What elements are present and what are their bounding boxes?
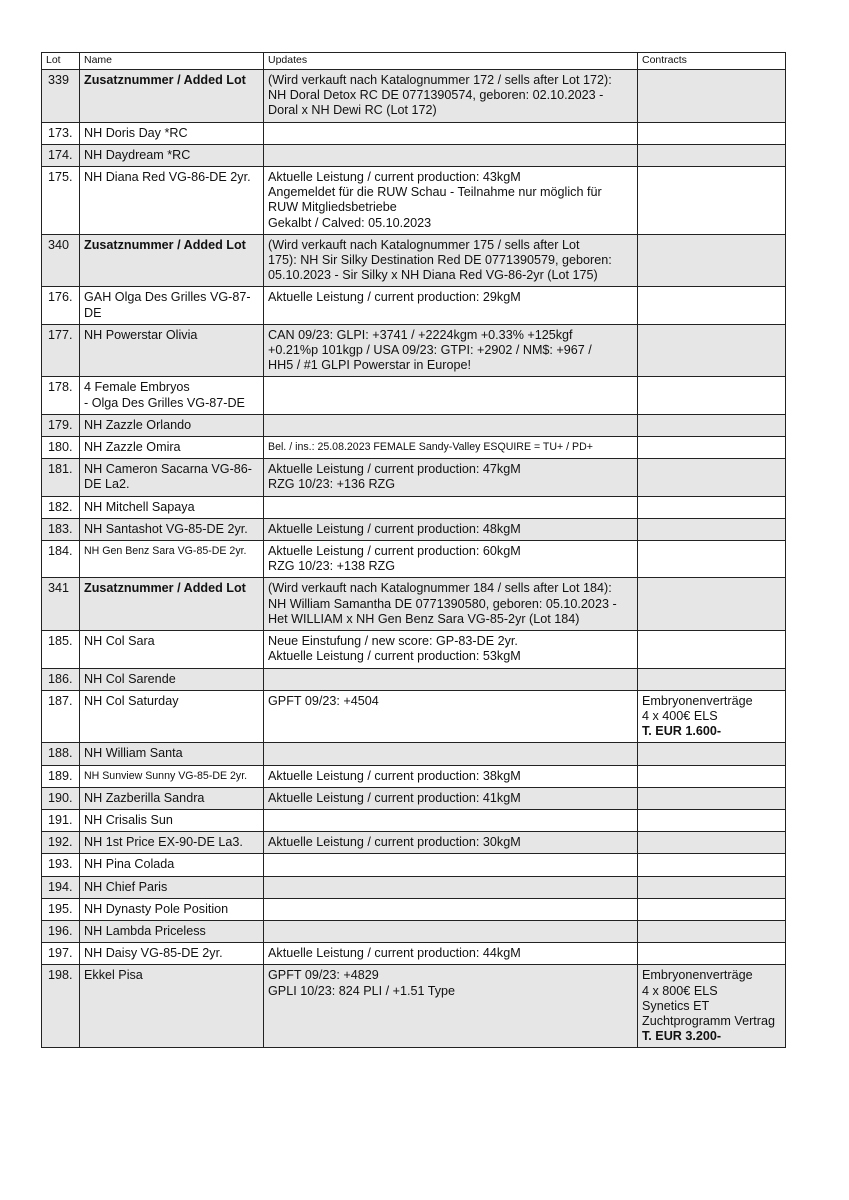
lot-number: 185. bbox=[42, 631, 80, 668]
lot-number: 194. bbox=[42, 876, 80, 898]
lot-name-text: Ekkel Pisa bbox=[84, 968, 143, 983]
lot-updates bbox=[264, 518, 638, 540]
lot-number: 181. bbox=[42, 459, 80, 496]
lot-updates bbox=[264, 765, 638, 787]
update-line: GPFT 09/23: +4829 bbox=[268, 968, 379, 983]
table-row bbox=[42, 743, 786, 765]
lot-contracts bbox=[638, 832, 786, 854]
update-line: GPFT 09/23: +4504 bbox=[268, 693, 379, 708]
update-line: Aktuelle Leistung / current production: 47kgM bbox=[268, 462, 521, 477]
lot-number: 198. bbox=[42, 965, 80, 1048]
lot-contracts bbox=[638, 668, 786, 690]
contract-line: Embryonenverträge bbox=[642, 693, 753, 708]
lot-name bbox=[80, 943, 264, 965]
lot-updates bbox=[264, 690, 638, 743]
lot-number: 178. bbox=[42, 377, 80, 414]
lot-contracts bbox=[638, 234, 786, 287]
lot-name-text: NH Crisalis Sun bbox=[84, 812, 173, 827]
lot-updates bbox=[264, 167, 638, 235]
lot-contracts bbox=[638, 876, 786, 898]
lot-name bbox=[80, 122, 264, 144]
lot-number: 189. bbox=[42, 765, 80, 787]
lot-updates bbox=[264, 965, 638, 1048]
lot-name bbox=[80, 459, 264, 496]
lot-updates bbox=[264, 496, 638, 518]
header-name: Name bbox=[80, 53, 264, 70]
contract-total: T. EUR 1.600- bbox=[642, 724, 722, 739]
update-line: Aktuelle Leistung / current production: 53kgM bbox=[268, 649, 521, 664]
lot-number: 196. bbox=[42, 920, 80, 942]
table-row bbox=[42, 920, 786, 942]
lot-name bbox=[80, 496, 264, 518]
lot-name bbox=[80, 809, 264, 831]
contract-line: Synetics ET bbox=[642, 998, 710, 1013]
lot-contracts bbox=[638, 377, 786, 414]
lot-contracts bbox=[638, 765, 786, 787]
update-line: NH William Samantha DE 0771390580, geboren: 05.10.2023 - bbox=[268, 596, 617, 611]
table-row bbox=[42, 287, 786, 324]
update-line: Angemeldet für die RUW Schau - Teilnahme nur möglich für bbox=[268, 185, 602, 200]
lot-number: 341 bbox=[42, 578, 80, 631]
lot-name-text: NH Col Saturday bbox=[84, 693, 179, 708]
lot-updates bbox=[264, 324, 638, 377]
update-line: (Wird verkauft nach Katalognummer 184 / sells after Lot 184): bbox=[268, 581, 612, 596]
lot-name-text: NH Col Sarende bbox=[84, 671, 176, 686]
update-line: Neue Einstufung / new score: GP-83-DE 2yr. bbox=[268, 634, 518, 649]
table-row bbox=[42, 965, 786, 1048]
lot-updates bbox=[264, 668, 638, 690]
lot-name-text: NH Zazberilla Sandra bbox=[84, 790, 205, 805]
lot-name-text: NH Dynasty Pole Position bbox=[84, 901, 229, 916]
lot-name-text: NH Zazzle Orlando bbox=[84, 417, 192, 432]
lot-contracts bbox=[638, 809, 786, 831]
lot-number: 177. bbox=[42, 324, 80, 377]
update-line: Aktuelle Leistung / current production: 41kgM bbox=[268, 790, 521, 805]
lot-updates bbox=[264, 743, 638, 765]
lot-number: 195. bbox=[42, 898, 80, 920]
contract-line: 4 x 400€ ELS bbox=[642, 708, 718, 723]
lot-number: 186. bbox=[42, 668, 80, 690]
auction-lots-table bbox=[41, 52, 786, 1048]
table-row bbox=[42, 122, 786, 144]
lot-number: 191. bbox=[42, 809, 80, 831]
table-row bbox=[42, 414, 786, 436]
update-line: RZG 10/23: +138 RZG bbox=[268, 559, 396, 574]
lot-updates bbox=[264, 578, 638, 631]
update-line: Aktuelle Leistung / current production: 30kgM bbox=[268, 835, 521, 850]
lot-name-text: 4 Female Embryos - Olga Des Grilles VG-87-DE bbox=[84, 380, 245, 410]
lot-contracts bbox=[638, 690, 786, 743]
lot-contracts bbox=[638, 943, 786, 965]
lot-contracts bbox=[638, 287, 786, 324]
update-line: 05.10.2023 - Sir Silky x NH Diana Red VG-86-2yr (Lot 175) bbox=[268, 268, 598, 283]
lot-number: 340 bbox=[42, 234, 80, 287]
lot-number: 190. bbox=[42, 787, 80, 809]
lot-updates bbox=[264, 414, 638, 436]
contract-line: 4 x 800€ ELS bbox=[642, 983, 718, 998]
lot-updates bbox=[264, 122, 638, 144]
lot-name-text: NH Cameron Sacarna VG-86-DE La2. bbox=[84, 462, 252, 492]
table-row bbox=[42, 854, 786, 876]
update-line: Aktuelle Leistung / current production: 60kgM bbox=[268, 544, 521, 559]
lot-contracts bbox=[638, 787, 786, 809]
table-row bbox=[42, 943, 786, 965]
header-contracts: Contracts bbox=[638, 53, 786, 70]
lot-name-text: NH William Santa bbox=[84, 746, 183, 761]
lot-name bbox=[80, 743, 264, 765]
lot-contracts bbox=[638, 854, 786, 876]
lot-name bbox=[80, 920, 264, 942]
lot-updates bbox=[264, 459, 638, 496]
table-row bbox=[42, 518, 786, 540]
table-header-row bbox=[42, 53, 786, 70]
lot-number: 173. bbox=[42, 122, 80, 144]
table-row bbox=[42, 234, 786, 287]
lot-name bbox=[80, 832, 264, 854]
update-line: (Wird verkauft nach Katalognummer 175 / sells after Lot bbox=[268, 237, 580, 252]
lot-number: 174. bbox=[42, 144, 80, 166]
lot-contracts bbox=[638, 631, 786, 668]
lot-number: 183. bbox=[42, 518, 80, 540]
lot-number: 197. bbox=[42, 943, 80, 965]
update-line: Aktuelle Leistung / current production: 44kgM bbox=[268, 946, 521, 961]
lot-name-text: Zusatznummer / Added Lot bbox=[84, 73, 246, 87]
update-line: NH Doral Detox RC DE 0771390574, geboren: 02.10.2023 - bbox=[268, 88, 604, 103]
lot-name-text: NH Diana Red VG-86-DE 2yr. bbox=[84, 170, 251, 185]
lot-name bbox=[80, 377, 264, 414]
update-line: CAN 09/23: GLPI: +3741 / +2224kgm +0.33% +125kgf bbox=[268, 327, 573, 342]
table-row bbox=[42, 377, 786, 414]
lot-contracts bbox=[638, 920, 786, 942]
lot-name bbox=[80, 876, 264, 898]
lot-contracts bbox=[638, 518, 786, 540]
update-line: RUW Mitgliedsbetriebe bbox=[268, 200, 397, 215]
lot-name-text: NH Lambda Priceless bbox=[84, 923, 206, 938]
lot-contracts bbox=[638, 459, 786, 496]
table-body bbox=[42, 70, 786, 1048]
lot-name bbox=[80, 854, 264, 876]
lot-name bbox=[80, 234, 264, 287]
table-row bbox=[42, 809, 786, 831]
lot-name bbox=[80, 578, 264, 631]
lot-contracts bbox=[638, 578, 786, 631]
update-line: Aktuelle Leistung / current production: 43kgM bbox=[268, 170, 521, 185]
update-line: Aktuelle Leistung / current production: 38kgM bbox=[268, 768, 521, 783]
lot-name-text: NH Daisy VG-85-DE 2yr. bbox=[84, 946, 223, 961]
lot-number: 193. bbox=[42, 854, 80, 876]
table-row bbox=[42, 70, 786, 123]
lot-name-text: Zusatznummer / Added Lot bbox=[84, 237, 246, 252]
lot-name-text: NH Doris Day *RC bbox=[84, 125, 188, 140]
lot-name bbox=[80, 787, 264, 809]
lot-updates bbox=[264, 437, 638, 459]
lot-name-text: NH Zazzle Omira bbox=[84, 440, 181, 455]
update-line: +0.21%p 101kgp / USA 09/23: GTPI: +2902 / NM$: +967 / bbox=[268, 343, 592, 358]
lot-name-text: NH Santashot VG-85-DE 2yr. bbox=[84, 521, 248, 536]
lot-contracts bbox=[638, 167, 786, 235]
lot-name-text: NH Chief Paris bbox=[84, 879, 168, 894]
table-row bbox=[42, 167, 786, 235]
lot-updates bbox=[264, 876, 638, 898]
update-line: Aktuelle Leistung / current production: 29kgM bbox=[268, 290, 521, 305]
lot-contracts bbox=[638, 541, 786, 578]
lot-updates bbox=[264, 787, 638, 809]
table-row bbox=[42, 144, 786, 166]
lot-number: 192. bbox=[42, 832, 80, 854]
lot-updates bbox=[264, 144, 638, 166]
lot-contracts bbox=[638, 324, 786, 377]
table-row bbox=[42, 690, 786, 743]
lot-name-text: NH Powerstar Olivia bbox=[84, 327, 198, 342]
lot-number: 184. bbox=[42, 541, 80, 578]
lot-name-text: Zusatznummer / Added Lot bbox=[84, 581, 246, 596]
lot-name bbox=[80, 144, 264, 166]
lot-number: 187. bbox=[42, 690, 80, 743]
lot-name-text: NH 1st Price EX-90-DE La3. bbox=[84, 835, 243, 850]
lot-contracts bbox=[638, 70, 786, 123]
lot-number: 180. bbox=[42, 437, 80, 459]
lot-name-text: NH Daydream *RC bbox=[84, 147, 191, 162]
table-row bbox=[42, 437, 786, 459]
lot-name bbox=[80, 437, 264, 459]
table-row bbox=[42, 496, 786, 518]
lot-updates bbox=[264, 541, 638, 578]
update-line: Gekalbt / Calved: 05.10.2023 bbox=[268, 215, 432, 230]
update-line: Bel. / ins.: 25.08.2023 FEMALE Sandy-Valley ESQUIRE = TU+ / PD+ bbox=[268, 441, 593, 454]
table-row bbox=[42, 578, 786, 631]
lot-name bbox=[80, 541, 264, 578]
lot-updates bbox=[264, 287, 638, 324]
contract-line: Embryonenverträge bbox=[642, 968, 753, 983]
lot-name bbox=[80, 518, 264, 540]
lot-name bbox=[80, 324, 264, 377]
lot-name bbox=[80, 898, 264, 920]
table-row bbox=[42, 459, 786, 496]
update-line: RZG 10/23: +136 RZG bbox=[268, 477, 396, 492]
lot-contracts bbox=[638, 414, 786, 436]
lot-name bbox=[80, 631, 264, 668]
table-row bbox=[42, 832, 786, 854]
update-line: (Wird verkauft nach Katalognummer 172 / sells after Lot 172): bbox=[268, 73, 612, 87]
lot-updates bbox=[264, 854, 638, 876]
lot-contracts bbox=[638, 898, 786, 920]
header-updates: Updates bbox=[264, 53, 638, 70]
header-lot: Lot bbox=[42, 53, 80, 70]
table-row bbox=[42, 898, 786, 920]
lot-name-text: NH Mitchell Sapaya bbox=[84, 499, 195, 514]
contract-total: T. EUR 3.200- bbox=[642, 1029, 722, 1044]
contract-line: Zuchtprogramm Vertrag bbox=[642, 1013, 775, 1028]
lot-updates bbox=[264, 234, 638, 287]
lot-name-text: NH Col Sara bbox=[84, 634, 155, 649]
lot-contracts bbox=[638, 437, 786, 459]
lot-number: 175. bbox=[42, 167, 80, 235]
lot-contracts bbox=[638, 144, 786, 166]
table-row bbox=[42, 765, 786, 787]
table-row bbox=[42, 668, 786, 690]
update-line: Het WILLIAM x NH Gen Benz Sara VG-85-2yr (Lot 184) bbox=[268, 611, 580, 626]
lot-name bbox=[80, 414, 264, 436]
lot-contracts bbox=[638, 743, 786, 765]
lot-updates bbox=[264, 377, 638, 414]
lot-number: 179. bbox=[42, 414, 80, 436]
table-row bbox=[42, 541, 786, 578]
lot-name bbox=[80, 668, 264, 690]
lot-contracts bbox=[638, 496, 786, 518]
lot-name bbox=[80, 70, 264, 123]
lot-updates bbox=[264, 631, 638, 668]
lot-updates bbox=[264, 943, 638, 965]
lot-name-text: NH Sunview Sunny VG-85-DE 2yr. bbox=[84, 769, 248, 782]
lot-updates bbox=[264, 832, 638, 854]
update-line: GPLI 10/23: 824 PLI / +1.51 Type bbox=[268, 983, 456, 998]
lot-name bbox=[80, 690, 264, 743]
lot-name-text: NH Pina Colada bbox=[84, 857, 175, 872]
update-line: Doral x NH Dewi RC (Lot 172) bbox=[268, 103, 437, 118]
lot-updates bbox=[264, 809, 638, 831]
lot-name-text: NH Gen Benz Sara VG-85-DE 2yr. bbox=[84, 545, 247, 558]
lot-contracts bbox=[638, 122, 786, 144]
lot-name bbox=[80, 287, 264, 324]
lot-name bbox=[80, 167, 264, 235]
update-line: Aktuelle Leistung / current production: 48kgM bbox=[268, 521, 521, 536]
table-row bbox=[42, 876, 786, 898]
update-line: HH5 / #1 GLPI Powerstar in Europe! bbox=[268, 358, 471, 373]
table-row bbox=[42, 787, 786, 809]
lot-updates bbox=[264, 898, 638, 920]
update-line: 175): NH Sir Silky Destination Red DE 0771390579, geboren: bbox=[268, 253, 612, 268]
lot-number: 339 bbox=[42, 70, 80, 123]
lot-number: 176. bbox=[42, 287, 80, 324]
lot-name-text: GAH Olga Des Grilles VG-87-DE bbox=[84, 290, 251, 320]
lot-contracts bbox=[638, 965, 786, 1048]
table-row bbox=[42, 631, 786, 668]
lot-updates bbox=[264, 920, 638, 942]
table-row bbox=[42, 324, 786, 377]
lot-updates bbox=[264, 70, 638, 123]
lot-number: 182. bbox=[42, 496, 80, 518]
lot-name bbox=[80, 765, 264, 787]
lot-name bbox=[80, 965, 264, 1048]
lot-number: 188. bbox=[42, 743, 80, 765]
